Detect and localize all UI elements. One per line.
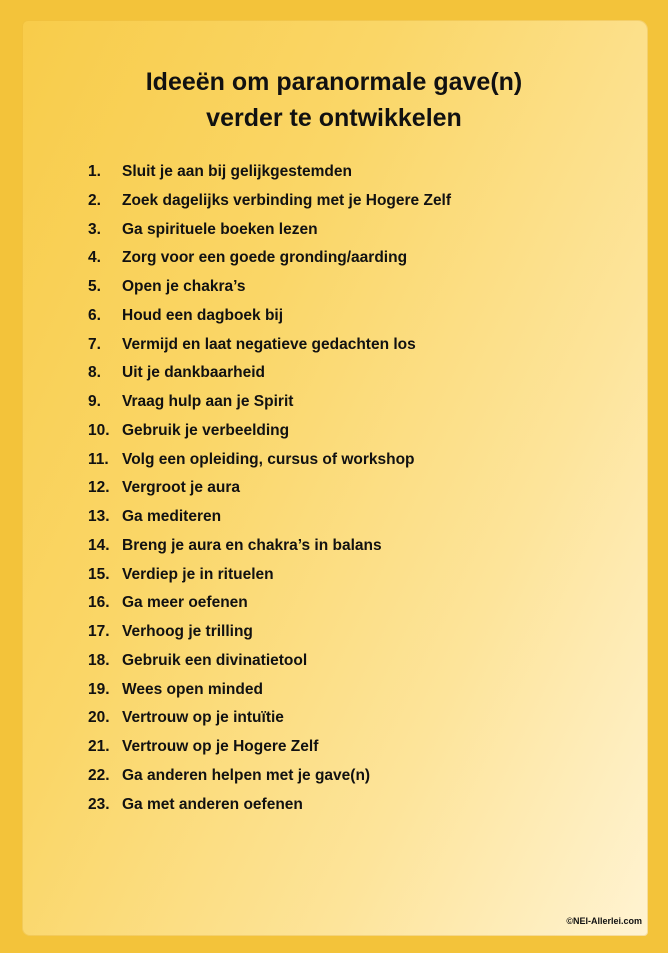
list-item-number: 7. [88, 335, 101, 353]
list-item-text: Gebruik je verbeelding [122, 421, 290, 439]
list-item-number: 22. [88, 766, 110, 784]
list-item-text: Zoek dagelijks verbinding met je Hogere Zelf [122, 191, 452, 209]
list-item-text: Uit je dankbaarheid [122, 364, 265, 382]
list-item [88, 791, 451, 820]
list-item-number: 1. [88, 163, 101, 180]
list-item-number: 16. [88, 594, 110, 612]
list-item [88, 388, 451, 417]
list-item-text: Ga mediteren [122, 508, 222, 525]
list-item-number: 13. [88, 508, 110, 525]
list-item-text: Volg een opleiding, cursus of workshop [122, 450, 415, 468]
title-line-2: verder te ontwikkelen [206, 104, 462, 132]
list-item [88, 532, 451, 561]
list-item-text: Gebruik een divinatietool [122, 651, 308, 669]
list-item-text: Open je chakra’s [122, 278, 246, 295]
list-item [88, 647, 451, 676]
list-item [88, 503, 451, 532]
list-item-text: Zorg voor een goede gronding/aarding [122, 249, 408, 267]
list-item-number: 11. [88, 450, 109, 468]
list-item-number: 8. [88, 364, 101, 382]
list-item-number: 17. [88, 623, 110, 640]
list-item-number: 3. [88, 220, 101, 238]
list-item-number: 9. [88, 393, 101, 410]
list-item [88, 589, 451, 618]
list-item [88, 618, 451, 647]
list-item [88, 561, 451, 590]
list-item-text: Vergroot je aura [122, 479, 241, 497]
list-item-number: 10. [88, 421, 110, 439]
list-item-number: 18. [88, 651, 110, 669]
list-item [88, 244, 451, 273]
list-item-text: Vertrouw op je intuïtie [122, 709, 284, 727]
list-item-number: 15. [88, 565, 110, 583]
list-item-text: Ga spirituele boeken lezen [122, 220, 318, 238]
list-item-number: 12. [88, 479, 110, 497]
list-item-number: 5. [88, 278, 101, 295]
list-item [88, 359, 451, 388]
list-item [88, 302, 451, 331]
list-item [88, 474, 451, 503]
list-item-text: Verdiep je in rituelen [122, 565, 274, 583]
list-item-text: Breng je aura en chakra’s in balans [122, 536, 382, 554]
list-item [88, 676, 451, 705]
list-item-text: Wees open minded [122, 680, 263, 698]
list-item-number: 2. [88, 191, 101, 209]
list-item [88, 417, 451, 446]
list-item-number: 20. [88, 709, 110, 727]
list-item-number: 6. [88, 306, 101, 324]
list-item-number: 23. [88, 795, 110, 813]
list-item [88, 704, 451, 733]
list-item [88, 158, 451, 187]
list-item [88, 273, 451, 302]
list-item [88, 216, 451, 245]
list-item-text: Verhoog je trilling [122, 623, 253, 640]
title-line-1: Ideeën om paranormale gave(n) [145, 68, 523, 96]
list-item-text: Ga met anderen oefenen [122, 795, 303, 813]
list-item [88, 733, 451, 762]
list-item-text: Sluit je aan bij gelijkgestemden [122, 163, 352, 180]
list-item-text: Houd een dagboek bij [122, 306, 284, 324]
idea-list [88, 158, 451, 819]
list-item-text: Vertrouw op je Hogere Zelf [122, 738, 319, 755]
list-item-number: 14. [88, 536, 110, 554]
list-item [88, 446, 451, 475]
list-item [88, 762, 451, 791]
list-item [88, 331, 451, 360]
copyright-text: ©NEI-Allerlei.com [566, 916, 642, 926]
list-item-number: 19. [88, 680, 110, 698]
list-item-number: 21. [88, 738, 110, 755]
poster-title [0, 64, 668, 136]
list-item-text: Ga meer oefenen [122, 594, 248, 612]
list-item [88, 187, 451, 216]
list-item-text: Vraag hulp aan je Spirit [122, 393, 294, 410]
list-item-number: 4. [88, 249, 101, 267]
list-item-text: Vermijd en laat negatieve gedachten los [122, 335, 416, 353]
list-item-text: Ga anderen helpen met je gave(n) [122, 766, 371, 784]
